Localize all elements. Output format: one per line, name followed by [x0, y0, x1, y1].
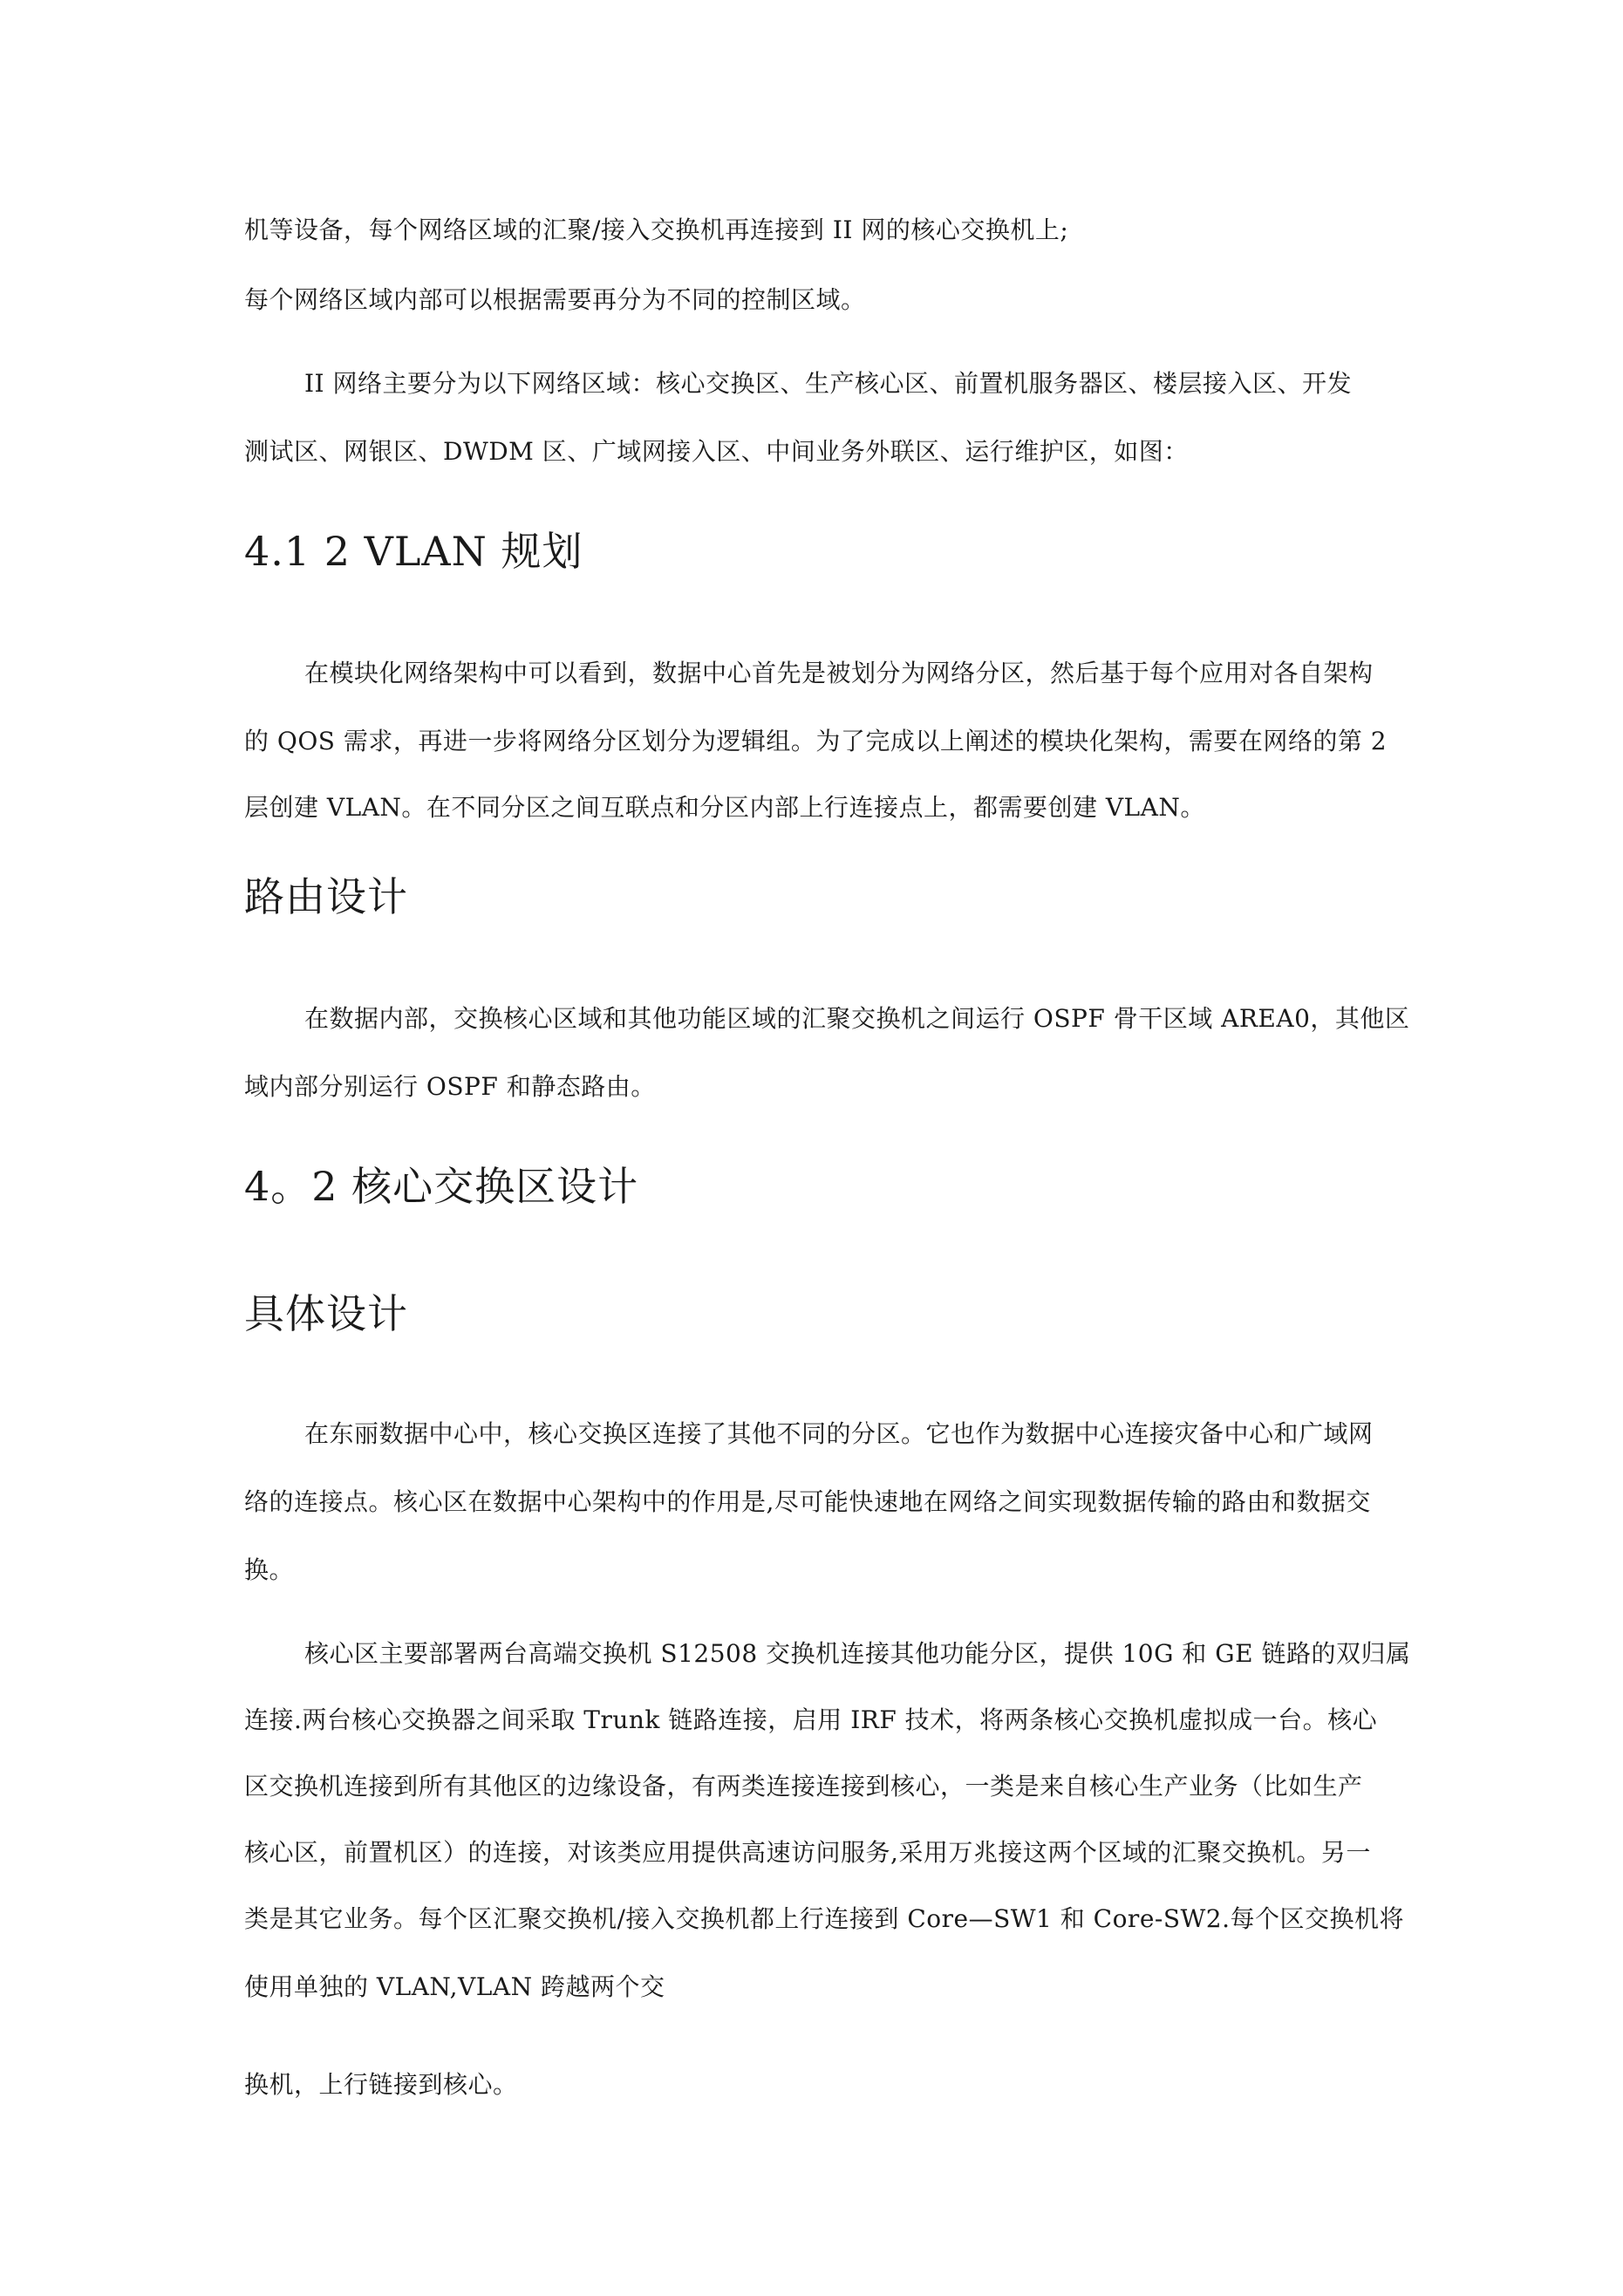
detail-paragraph-2-line-3: 区交换机连接到所有其他区的边缘设备，有两类连接连接到核心，一类是来自核心生产业务（比如生产 — [244, 1772, 1363, 1801]
detail-paragraph-3-line-1: 换机，上行链接到核心。 — [244, 2070, 518, 2099]
intro-paragraph-line-1: II 网络主要分为以下网络区域：核心交换区、生产核心区、前置机服务器区、楼层接入区、开发 — [304, 369, 1353, 398]
section-heading-core: 4。2 核心交换区设计 — [244, 1163, 639, 1210]
detail-paragraph-2-line-1: 核心区主要部署两台高端交换机 S12508 交换机连接其他功能分区，提供 10G 和 GE 链路的双归属 — [304, 1639, 1411, 1668]
vlan-paragraph-line-1: 在模块化网络架构中可以看到，数据中心首先是被划分为网络分区，然后基于每个应用对各自架构 — [304, 659, 1374, 687]
vlan-paragraph-line-2: 的 QOS 需求，再进一步将网络分区划分为逻辑组。为了完成以上阐述的模块化架构，需要在网络的第 2 — [244, 727, 1388, 755]
vlan-paragraph-line-3: 层创建 VLAN。在不同分区之间互联点和分区内部上行连接点上，都需要创建 VLAN。 — [244, 793, 1205, 822]
detail-paragraph-2-line-5: 类是其它业务。每个区汇聚交换机/接入交换机都上行连接到 Core—SW1 和 Core-SW2.每个区交换机将 — [244, 1904, 1405, 1933]
detail-paragraph-1-line-3: 换。 — [244, 1555, 295, 1584]
routing-paragraph-line-1: 在数据内部，交换核心区域和其他功能区域的汇聚交换机之间运行 OSPF 骨干区域 AREA0，其他区 — [304, 1004, 1410, 1033]
section-heading-vlan: 4.1 2 VLAN 规划 — [244, 528, 583, 575]
intro-line-2: 每个网络区域内部可以根据需要再分为不同的控制区域。 — [244, 285, 866, 314]
section-heading-routing: 路由设计 — [244, 873, 408, 920]
section-heading-detail: 具体设计 — [244, 1290, 408, 1337]
detail-paragraph-2-line-2: 连接.两台核心交换器之间采取 Trunk 链路连接，启用 IRF 技术，将两条核心交换机虚拟成一台。核心 — [244, 1705, 1378, 1734]
intro-line-1: 机等设备，每个网络区域的汇聚/接入交换机再连接到 II 网的核心交换机上; — [244, 215, 1069, 244]
detail-paragraph-1-line-2: 络的连接点。核心区在数据中心架构中的作用是,尽可能快速地在网络之间实现数据传输的路由和数据交 — [244, 1487, 1371, 1516]
detail-paragraph-2-line-6: 使用单独的 VLAN,VLAN 跨越两个交 — [244, 1972, 665, 2001]
detail-paragraph-1-line-1: 在东丽数据中心中，核心交换区连接了其他不同的分区。它也作为数据中心连接灾备中心和广域网 — [304, 1419, 1374, 1448]
detail-paragraph-2-line-4: 核心区，前置机区）的连接，对该类应用提供高速访问服务,采用万兆接这两个区域的汇聚交换机。另一 — [244, 1838, 1371, 1867]
routing-paragraph-line-2: 域内部分别运行 OSPF 和静态路由。 — [244, 1072, 656, 1101]
intro-paragraph-line-2: 测试区、网银区、DWDM 区、广域网接入区、中间业务外联区、运行维护区，如图： — [244, 437, 1189, 466]
